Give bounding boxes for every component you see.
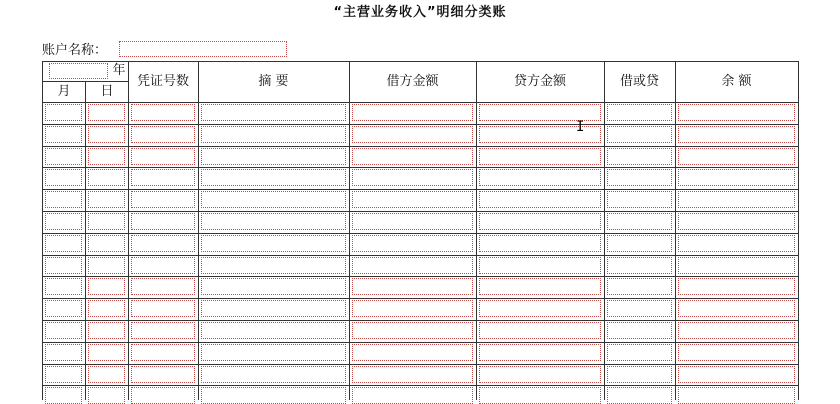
voucher-no-cell-input[interactable]	[131, 169, 195, 186]
grid-line	[42, 61, 799, 62]
credit-amount-cell-input[interactable]	[479, 213, 601, 230]
grid-line	[42, 146, 799, 147]
month-cell-input[interactable]	[45, 213, 82, 230]
credit-amount-cell-input[interactable]	[479, 126, 601, 143]
debit-or-credit-header: 借或贷	[619, 74, 659, 89]
voucher-no-cell-input[interactable]	[131, 366, 195, 383]
credit-amount-cell-input[interactable]	[479, 366, 601, 383]
day-cell-input[interactable]	[88, 148, 125, 165]
month-cell-input[interactable]	[45, 169, 82, 186]
text-cursor-icon: I	[576, 119, 585, 135]
voucher-no-cell-input[interactable]	[131, 104, 195, 121]
summary-cell-input[interactable]	[201, 278, 346, 295]
debit-amount-cell-input[interactable]	[352, 344, 473, 361]
voucher-no-cell-input[interactable]	[131, 387, 195, 404]
balance-cell-input[interactable]	[678, 278, 795, 295]
month-cell-input[interactable]	[45, 126, 82, 143]
summary-cell-input[interactable]	[201, 322, 346, 339]
summary-cell-input[interactable]	[201, 235, 346, 252]
voucher-no-cell-input[interactable]	[131, 126, 195, 143]
day-cell-input[interactable]	[88, 366, 125, 383]
month-cell-input[interactable]	[45, 322, 82, 339]
grid-line	[42, 298, 799, 299]
debit-or-credit-cell-input[interactable]	[607, 213, 672, 230]
day-cell-input[interactable]	[88, 322, 125, 339]
voucher-no-cell-input[interactable]	[131, 322, 195, 339]
debit-or-credit-cell-input[interactable]	[607, 148, 672, 165]
debit-amount-cell-input[interactable]	[352, 213, 473, 230]
page-title: “主营业务收入”明细分类账	[333, 5, 507, 20]
debit-amount-cell-input[interactable]	[352, 387, 473, 404]
debit-amount-cell-input[interactable]	[352, 300, 473, 317]
balance-cell-input[interactable]	[678, 169, 795, 186]
credit-amount-cell-input[interactable]	[479, 104, 601, 121]
day-cell-input[interactable]	[88, 191, 125, 208]
day-cell-input[interactable]	[88, 387, 125, 404]
grid-line	[42, 342, 799, 343]
day-cell-input[interactable]	[88, 213, 125, 230]
month-cell-input[interactable]	[45, 278, 82, 295]
year-input[interactable]	[49, 63, 108, 79]
month-cell-input[interactable]	[45, 300, 82, 317]
day-cell-input[interactable]	[88, 278, 125, 295]
month-header: 月	[57, 84, 71, 99]
day-cell-input[interactable]	[88, 235, 125, 252]
grid-line	[42, 233, 799, 234]
credit-amount-cell-input[interactable]	[479, 278, 601, 295]
day-cell-input[interactable]	[88, 169, 125, 186]
debit-amount-cell-input[interactable]	[352, 169, 473, 186]
year-unit-label: 年	[112, 63, 126, 78]
grid-line	[476, 61, 477, 400]
voucher-no-cell-input[interactable]	[131, 235, 195, 252]
summary-header: 摘 要	[258, 74, 289, 89]
debit-amount-cell-input[interactable]	[352, 278, 473, 295]
credit-amount-cell-input[interactable]	[479, 344, 601, 361]
grid-line	[798, 61, 799, 400]
credit-amount-cell-input[interactable]	[479, 322, 601, 339]
credit-amount-cell-input[interactable]	[479, 169, 601, 186]
month-cell-input[interactable]	[45, 235, 82, 252]
summary-cell-input[interactable]	[201, 257, 346, 274]
day-cell-input[interactable]	[88, 300, 125, 317]
voucher-no-cell-input[interactable]	[131, 344, 195, 361]
credit-amount-cell-input[interactable]	[479, 235, 601, 252]
grid-line	[42, 320, 799, 321]
summary-cell-input[interactable]	[201, 169, 346, 186]
month-cell-input[interactable]	[45, 148, 82, 165]
credit-amount-cell-input[interactable]	[479, 148, 601, 165]
month-cell-input[interactable]	[45, 344, 82, 361]
balance-cell-input[interactable]	[678, 366, 795, 383]
credit-amount-header: 贷方金额	[513, 74, 566, 89]
debit-or-credit-cell-input[interactable]	[607, 257, 672, 274]
grid-line	[349, 61, 350, 400]
month-cell-input[interactable]	[45, 257, 82, 274]
grid-line	[604, 61, 605, 400]
grid-line	[42, 255, 799, 256]
debit-amount-cell-input[interactable]	[352, 322, 473, 339]
month-cell-input[interactable]	[45, 366, 82, 383]
debit-or-credit-cell-input[interactable]	[607, 126, 672, 143]
day-header: 日	[100, 84, 114, 99]
summary-cell-input[interactable]	[201, 366, 346, 383]
balance-cell-input[interactable]	[678, 148, 795, 165]
debit-amount-cell-input[interactable]	[352, 148, 473, 165]
summary-cell-input[interactable]	[201, 191, 346, 208]
month-cell-input[interactable]	[45, 191, 82, 208]
debit-amount-cell-input[interactable]	[352, 257, 473, 274]
debit-amount-cell-input[interactable]	[352, 126, 473, 143]
voucher-no-cell-input[interactable]	[131, 148, 195, 165]
debit-or-credit-cell-input[interactable]	[607, 104, 672, 121]
grid-line	[42, 385, 799, 386]
grid-line	[675, 61, 676, 400]
account-name-label: 账户名称：	[42, 43, 108, 58]
month-cell-input[interactable]	[45, 104, 82, 121]
day-cell-input[interactable]	[88, 257, 125, 274]
debit-amount-cell-input[interactable]	[352, 235, 473, 252]
summary-cell-input[interactable]	[201, 148, 346, 165]
month-cell-input[interactable]	[45, 387, 82, 404]
credit-amount-cell-input[interactable]	[479, 387, 601, 404]
credit-amount-cell-input[interactable]	[479, 257, 601, 274]
balance-cell-input[interactable]	[678, 213, 795, 230]
debit-or-credit-cell-input[interactable]	[607, 300, 672, 317]
voucher-no-cell-input[interactable]	[131, 257, 195, 274]
debit-or-credit-cell-input[interactable]	[607, 235, 672, 252]
debit-amount-cell-input[interactable]	[352, 191, 473, 208]
voucher-no-cell-input[interactable]	[131, 300, 195, 317]
summary-cell-input[interactable]	[201, 387, 346, 404]
credit-amount-cell-input[interactable]	[479, 191, 601, 208]
balance-cell-input[interactable]	[678, 257, 795, 274]
summary-cell-input[interactable]	[201, 213, 346, 230]
balance-cell-input[interactable]	[678, 344, 795, 361]
balance-cell-input[interactable]	[678, 322, 795, 339]
grid-line	[128, 61, 129, 400]
debit-or-credit-cell-input[interactable]	[607, 322, 672, 339]
voucher-no-cell-input[interactable]	[131, 278, 195, 295]
day-cell-input[interactable]	[88, 344, 125, 361]
grid-line	[42, 61, 43, 400]
grid-line	[42, 102, 799, 103]
summary-cell-input[interactable]	[201, 104, 346, 121]
balance-cell-input[interactable]	[678, 126, 795, 143]
grid-line	[42, 124, 799, 125]
balance-header: 余 额	[721, 74, 752, 89]
debit-or-credit-cell-input[interactable]	[607, 191, 672, 208]
day-cell-input[interactable]	[88, 126, 125, 143]
grid-line	[42, 167, 799, 168]
grid-line	[42, 364, 799, 365]
voucher-no-cell-input[interactable]	[131, 213, 195, 230]
balance-cell-input[interactable]	[678, 235, 795, 252]
balance-cell-input[interactable]	[678, 191, 795, 208]
debit-or-credit-cell-input[interactable]	[607, 344, 672, 361]
summary-cell-input[interactable]	[201, 126, 346, 143]
credit-amount-cell-input[interactable]	[479, 300, 601, 317]
voucher-no-cell-input[interactable]	[131, 191, 195, 208]
day-cell-input[interactable]	[88, 104, 125, 121]
debit-or-credit-cell-input[interactable]	[607, 366, 672, 383]
grid-line	[42, 276, 799, 277]
grid-line	[85, 81, 86, 400]
debit-amount-cell-input[interactable]	[352, 366, 473, 383]
voucher-no-header: 凭证号数	[136, 74, 189, 89]
summary-cell-input[interactable]	[201, 300, 346, 317]
debit-or-credit-cell-input[interactable]	[607, 387, 672, 404]
grid-line	[42, 189, 799, 190]
balance-cell-input[interactable]	[678, 104, 795, 121]
debit-or-credit-cell-input[interactable]	[607, 169, 672, 186]
debit-amount-cell-input[interactable]	[352, 104, 473, 121]
grid-line	[198, 61, 199, 400]
grid-line	[42, 211, 799, 212]
balance-cell-input[interactable]	[678, 300, 795, 317]
debit-amount-header: 借方金额	[386, 74, 439, 89]
balance-cell-input[interactable]	[678, 387, 795, 404]
summary-cell-input[interactable]	[201, 344, 346, 361]
debit-or-credit-cell-input[interactable]	[607, 278, 672, 295]
